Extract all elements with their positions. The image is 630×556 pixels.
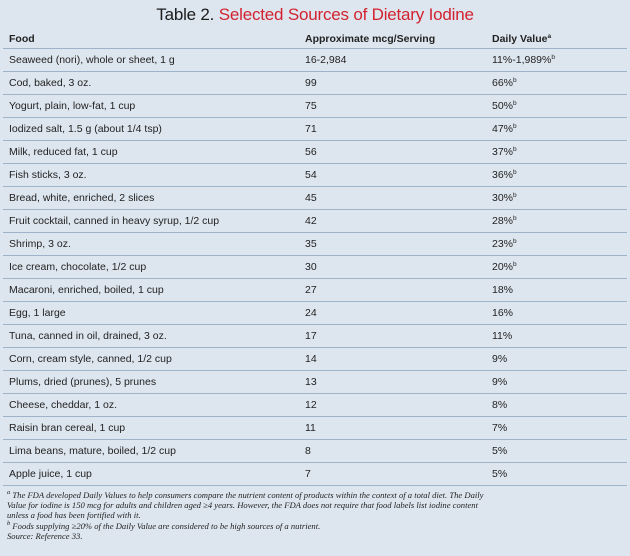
cell-daily-value: 20%$^b$	[486, 256, 627, 279]
table-body	[3, 49, 627, 486]
table-row	[3, 440, 627, 463]
cell-daily-value: 66%$^b$	[486, 72, 627, 95]
cell-food: Ice cream, chocolate, 1/2 cup	[3, 256, 299, 279]
cell-food: Fruit cocktail, canned in heavy syrup, 1/2 cup	[3, 210, 299, 233]
cell-daily-value: 23%$^b$	[486, 233, 627, 256]
table-row	[3, 118, 627, 141]
header-row	[3, 30, 627, 49]
footnote-a-line-1: $^a$ The FDA developed Daily Values to help consumers compare the nutrient content of products within the context of a total diet. The Daily	[7, 489, 484, 500]
table-number: Table 2.	[156, 5, 215, 24]
table-row	[3, 187, 627, 210]
cell-food: Iodized salt, 1.5 g (about 1/4 tsp)	[3, 118, 299, 141]
cell-food: Cheese, cheddar, 1 oz.	[3, 394, 299, 417]
cell-mcg: 13	[299, 371, 486, 394]
cell-mcg: 11	[299, 417, 486, 440]
cell-food: Corn, cream style, canned, 1/2 cup	[3, 348, 299, 371]
cell-daily-value: 50%$^b$	[486, 95, 627, 118]
cell-food: Milk, reduced fat, 1 cup	[3, 141, 299, 164]
cell-daily-value: 18%	[486, 279, 627, 302]
table-row	[3, 325, 627, 348]
table-row	[3, 141, 627, 164]
cell-mcg: 12	[299, 394, 486, 417]
table-row	[3, 463, 627, 486]
cell-mcg: 56	[299, 141, 486, 164]
cell-daily-value: 30%$^b$	[486, 187, 627, 210]
cell-mcg: 54	[299, 164, 486, 187]
cell-food: Seaweed (nori), whole or sheet, 1 g	[3, 49, 299, 72]
iodine-sources-table	[3, 30, 627, 486]
cell-daily-value: 16%	[486, 302, 627, 325]
cell-daily-value: 9%	[486, 371, 627, 394]
footnote-source: Source: Reference 33.	[7, 530, 83, 541]
cell-food: Tuna, canned in oil, drained, 3 oz.	[3, 325, 299, 348]
header-daily-value: Daily Value$^a$	[486, 30, 627, 49]
table-row	[3, 49, 627, 72]
table-row	[3, 256, 627, 279]
cell-mcg: 45	[299, 187, 486, 210]
cell-daily-value: 5%	[486, 463, 627, 486]
cell-mcg: 35	[299, 233, 486, 256]
cell-daily-value: 8%	[486, 394, 627, 417]
header-food: Food	[3, 30, 299, 49]
cell-mcg: 27	[299, 279, 486, 302]
cell-mcg: 16-2,984	[299, 49, 486, 72]
table-row	[3, 279, 627, 302]
footnotes	[7, 490, 623, 541]
table-row	[3, 394, 627, 417]
cell-food: Yogurt, plain, low-fat, 1 cup	[3, 95, 299, 118]
cell-daily-value: 11%-1,989%$^b$	[486, 49, 627, 72]
cell-daily-value: 36%$^b$	[486, 164, 627, 187]
cell-food: Shrimp, 3 oz.	[3, 233, 299, 256]
cell-daily-value: 5%	[486, 440, 627, 463]
footnote-b: $^b$ Foods supplying ≥20% of the Daily Value are considered to be high sources of a nutrient.	[7, 519, 321, 531]
cell-daily-value: 7%	[486, 417, 627, 440]
footnote-a-line-2: Value for iodine is 150 mcg for adults and children aged ≥4 years. However, the FDA does not require that food labels list iodine content	[7, 500, 478, 511]
table-title	[0, 0, 630, 30]
cell-food: Fish sticks, 3 oz.	[3, 164, 299, 187]
cell-mcg: 30	[299, 256, 486, 279]
cell-daily-value: 11%	[486, 325, 627, 348]
cell-food: Raisin bran cereal, 1 cup	[3, 417, 299, 440]
cell-food: Macaroni, enriched, boiled, 1 cup	[3, 279, 299, 302]
table-row	[3, 348, 627, 371]
table-row	[3, 371, 627, 394]
table-row	[3, 164, 627, 187]
cell-daily-value: 47%$^b$	[486, 118, 627, 141]
cell-daily-value: 28%$^b$	[486, 210, 627, 233]
cell-daily-value: 9%	[486, 348, 627, 371]
cell-mcg: 7	[299, 463, 486, 486]
cell-mcg: 75	[299, 95, 486, 118]
table-row	[3, 210, 627, 233]
cell-mcg: 71	[299, 118, 486, 141]
header-amount: Approximate mcg/Serving	[299, 30, 486, 49]
cell-mcg: 24	[299, 302, 486, 325]
table-caption: Selected Sources of Dietary Iodine	[218, 5, 474, 24]
cell-mcg: 14	[299, 348, 486, 371]
cell-mcg: 17	[299, 325, 486, 348]
cell-food: Apple juice, 1 cup	[3, 463, 299, 486]
cell-food: Bread, white, enriched, 2 slices	[3, 187, 299, 210]
cell-mcg: 8	[299, 440, 486, 463]
footnote-a-line-3: unless a food has been fortified with it.	[7, 510, 141, 521]
table-row	[3, 95, 627, 118]
table-row	[3, 417, 627, 440]
cell-daily-value: 37%$^b$	[486, 141, 627, 164]
table-row	[3, 72, 627, 95]
cell-food: Plums, dried (prunes), 5 prunes	[3, 371, 299, 394]
cell-food: Egg, 1 large	[3, 302, 299, 325]
table-row	[3, 302, 627, 325]
cell-food: Lima beans, mature, boiled, 1/2 cup	[3, 440, 299, 463]
table-row	[3, 233, 627, 256]
cell-mcg: 99	[299, 72, 486, 95]
cell-food: Cod, baked, 3 oz.	[3, 72, 299, 95]
cell-mcg: 42	[299, 210, 486, 233]
